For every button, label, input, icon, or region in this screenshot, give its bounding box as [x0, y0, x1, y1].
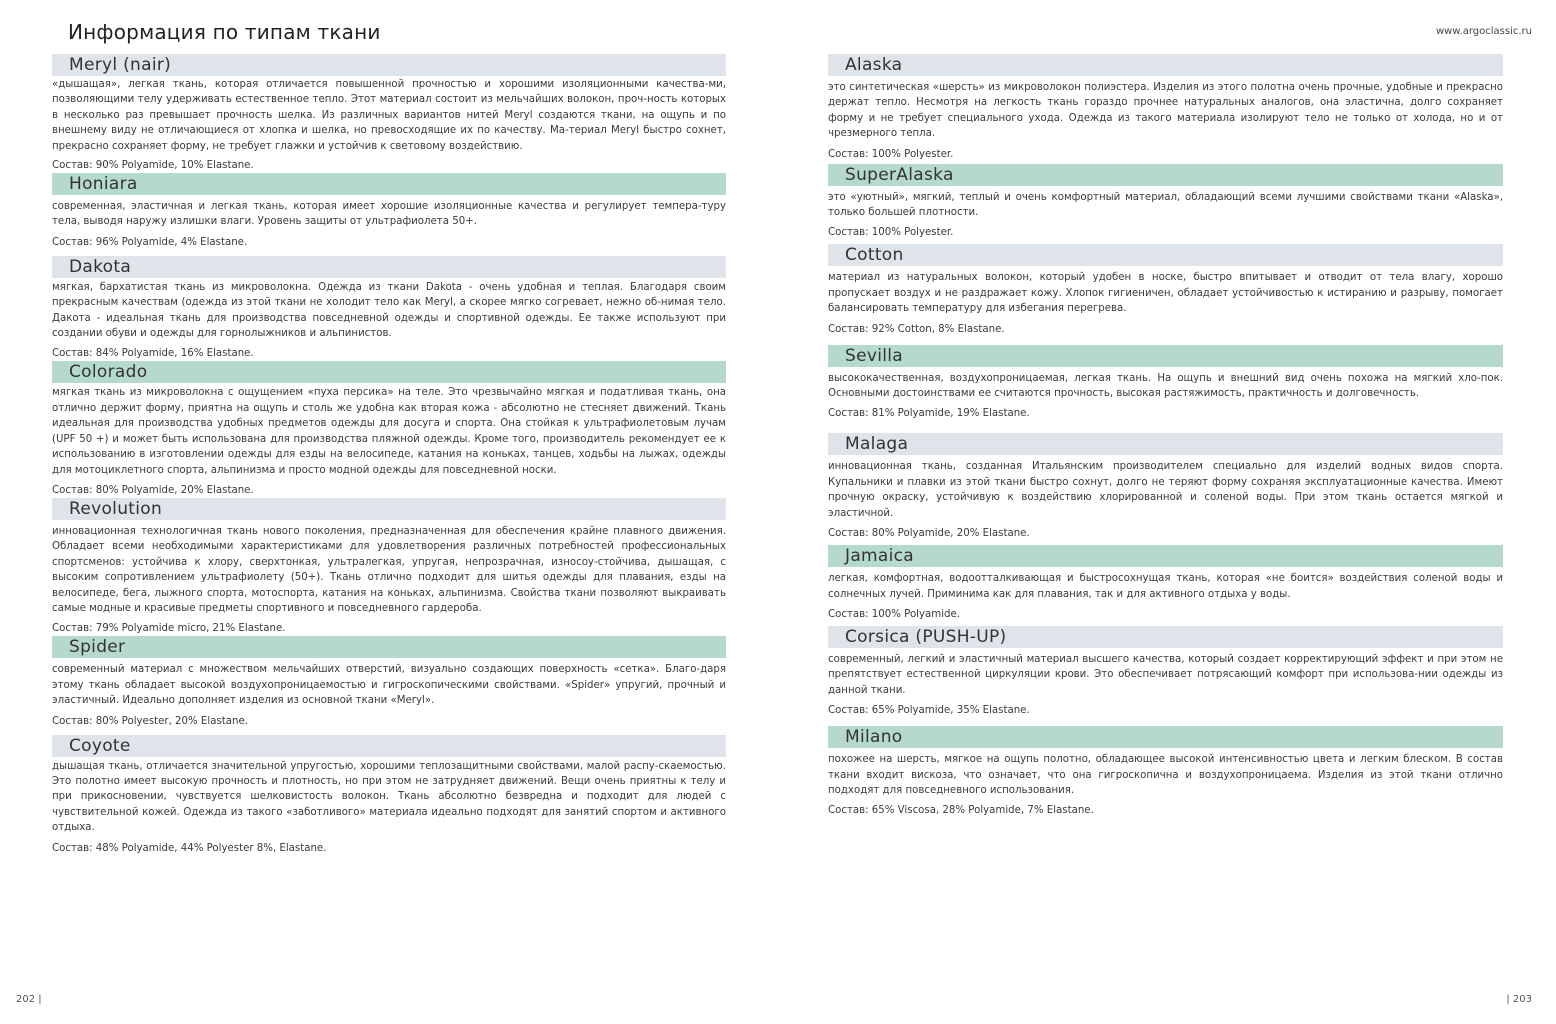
fabric-composition: Состав: 100% Polyester.: [828, 227, 954, 239]
fabric-composition: Состав: 96% Polyamide, 4% Elastane.: [52, 236, 248, 248]
fabric-composition: Состав: 80% Polyester, 20% Elastane.: [52, 715, 248, 727]
fabric-title: Meryl (nair): [52, 54, 726, 76]
left-column: [52, 54, 726, 856]
fabric-composition: Состав: 65% Viscosa, 28% Polyamide, 7% Elastane.: [828, 805, 1094, 817]
fabric-description: похожее на шерсть, мягкое на ощупь полотно, обладающее высокой интенсивностью цвета и легким блеском. В состав ткани входит вискоза, что означает, что она гигроскопична и воздухопроницаема. Изделия из этой ткани отлично подходят для повседневного использования.: [828, 754, 1503, 796]
fabric-composition: Состав: 92% Cotton, 8% Elastane.: [828, 323, 1005, 335]
fabric-description: инновационная технологичная ткань нового поколения, предназначенная для обеспечения крайне плавного движения. Обладает всеми необходимыми характеристиками для удовлетворения различных потребностей профессиональных спортсменов: устойчива к хлору, сверхтонкая, ультралегкая, упругая, непрозрачная, износоу-стойчива, дышащая, с высоким сопротивлением ультрафиолету (50+). Ткань отлично подходит для шитья одежды для плавания, езды на велосипеде, бега, лыжного спорта, мотоспорта, катания на коньках, альпинизма. Свойства ткани позволяют выкраивать самые модные и красивые предметы спортивного и повседневного гардероба.: [52, 525, 726, 614]
fabric-section: [52, 636, 726, 728]
fabric-composition: Состав: 65% Polyamide, 35% Elastane.: [828, 705, 1030, 717]
fabric-description: мягкая, бархатистая ткань из микроволокна. Одежда из ткани Dakota - очень удобная и теплая. Благодаря своим прекрасным качествам (одежда из этой ткани не холодит тело как Meryl, а скорее мягко согревает, нежно об-нимая тело. Дакота - идеальная ткань для производства повседневной одежды и спортивной одежды. Ее также используют при создании обуви и одежды для горнолыжников и альпинистов.: [52, 281, 726, 340]
fabric-section: [52, 54, 726, 173]
fabric-section: [52, 173, 726, 250]
fabric-title: Spider: [52, 636, 726, 658]
fabric-description: это синтетическая «шерсть» из микроволокон полиэстера. Изделия из этого полотна очень прочные, удобные и прекрасно держат тепло. Несмотря на легкость ткань гораздо прочнее натуральных аналогов, она эластична, долго сохраняет форму и не требует специального ухода. Одежда из такого материала изолируют тело не только от холода, но и от чрезмерного тепла.: [828, 82, 1503, 140]
fabric-section: [52, 256, 726, 362]
fabric-composition: Состав: 90% Polyamide, 10% Elastane.: [52, 160, 254, 172]
fabric-title: Jamaica: [828, 545, 1503, 567]
fabric-title: Alaska: [828, 54, 1503, 76]
fabric-description: легкая, комфортная, водоотталкивающая и быстросохнущая ткань, которая «не боится» воздействия соленой воды и солнечных лучей. Приминима как для плавания, так и для активного отдыха у воды.: [828, 573, 1503, 600]
fabric-title: Coyote: [52, 735, 726, 757]
fabric-description: мягкая ткань из микроволокна с ощущением «пуха персика» на теле. Это чрезвычайно мягкая и податливая ткань, она отлично держит форму, приятна на ощупь и столь же удобна как вторая кожа - абсолютно не стесняет движений. Ткань идеальная для производства удобных предметов одежды для досуга и спорта. Она стойкая к ультрафиолетовым лучам (UPF 50 +) и может быть использована для производства пляжной одежды. Кроме того, производитель рекомендует ее к использованию в изготовлении одежды для езды на велосипеде, катания на коньках, танцев, ходьбы на лыжах, одежды для мотоциклетного спорта, альпинизма и просто модной одежды для повседневной носки.: [52, 387, 726, 476]
fabric-description: высококачественная, воздухопроницаемая, легкая ткань. На ощупь и внешний вид очень похожа на мягкий хло-пок. Основными достоинствами ее считаются прочность, высокая растяжимость, практичность и долговечность.: [828, 372, 1503, 400]
fabric-description: это «уютный», мягкий, теплый и очень комфортный материал, обладающий всеми лучшими свойствами ткани «Alaska», только большей плотности.: [828, 191, 1503, 219]
fabric-section: [828, 433, 1503, 541]
fabric-title: Malaga: [828, 433, 1503, 455]
fabric-title: Milano: [828, 726, 1503, 748]
fabric-description: современная, эластичная и легкая ткань, которая имеет хорошие изоляционные качества и регулирует темпера-туру тела, выводя наружу излишки влаги. Уровень защиты от ультрафиолета 50+.: [52, 201, 726, 228]
fabric-composition: Состав: 80% Polyamide, 20% Elastane.: [828, 528, 1030, 540]
fabric-section: [828, 345, 1503, 422]
fabric-description: современный материал с множеством мельчайших отверстий, визуально создающих поверхность «сетка». Благо-даря этому ткань обладает высокой воздухопроницаемостью и гигроскопическими свойствами. «Spider» упругий, прочный и эластичный. Идеально дополняет изделия из основной ткани «Meryl».: [52, 664, 726, 707]
fabric-title: SuperAlaska: [828, 164, 1503, 186]
fabric-section: [828, 54, 1503, 162]
fabric-description: инновационная ткань, созданная Итальянским производителем специально для изделий водных видов спорта. Купальники и плавки из этой ткани быстро сохнут, долго не теряют форму сохраняя эксплуатационные качества. Имеют прочную окраску, устойчивую к воздействию хлорированной и соленой воды. При этом ткань остается мягкой и эластичной.: [828, 461, 1503, 519]
fabric-composition: Состав: 80% Polyamide, 20% Elastane.: [52, 484, 254, 496]
fabric-title: Cotton: [828, 244, 1503, 266]
fabric-description: материал из натуральных волокон, который удобен в носке, быстро впитывает и отводит от тела влагу, хорошо пропускает воздух и не раздражает кожу. Хлопок гигиеничен, обладает устойчивостью к истиранию и разрыву, помогает балансировать температуру для избегания перегрева.: [828, 272, 1503, 315]
page-number-right: | 203: [1506, 994, 1532, 1005]
page-title: Информация по типам ткани: [68, 20, 381, 44]
fabric-composition: Состав: 81% Polyamide, 19% Elastane.: [828, 408, 1030, 420]
fabric-description: «дышащая», легкая ткань, которая отличается повышенной прочностью и хорошими изоляционными качества-ми, позволяющими телу удерживать естественное тепло. Этот материал состоит из мельчайших волокон, проч-ность которых в несколько раз превышает прочность шелка. Из различных вариантов нитей Meryl создаются ткани, на ощупь и по внешнему виду не отличающиеся от хлопка и шелка, но превосходящие их по качеству. Ма-териал Meryl быстро сохнет, прекрасно сохраняет форму, не требует глажки и устойчив к световому воздействию.: [52, 79, 726, 152]
fabric-section: [828, 545, 1503, 622]
right-column: [828, 54, 1503, 818]
fabric-section: [52, 361, 726, 497]
fabric-section: [828, 244, 1503, 336]
fabric-section: [52, 735, 726, 856]
fabric-title: Revolution: [52, 498, 726, 520]
fabric-composition: Состав: 48% Polyamide, 44% Polyester 8%, Elastane.: [52, 842, 327, 854]
fabric-section: [828, 626, 1503, 718]
fabric-title: Sevilla: [828, 345, 1503, 367]
fabric-composition: Состав: 100% Polyester.: [828, 148, 954, 160]
fabric-composition: Состав: 100% Polyamide.: [828, 608, 961, 620]
fabric-title: Corsica (PUSH-UP): [828, 626, 1503, 648]
fabric-composition: Состав: 84% Polyamide, 16% Elastane.: [52, 348, 254, 360]
fabric-description: дышащая ткань, отличается значительной упругостью, хорошими теплозащитными свойствами, малой распу-скаемостью. Это полотно имеет высокую прочность и плотность, но при этом не затрудняет движений. Вещи очень приятны к телу и при прикосновении, чувствуется шелковистость волокон. Ткань абсолютно безвредна и подходит для людей с чувствительной кожей. Одежда из такого «заботливого» материала идеально подходят для занятий спортом и активного отдыха.: [52, 760, 726, 834]
fabric-section: [828, 164, 1503, 241]
site-url[interactable]: www.argoclassic.ru: [1435, 26, 1532, 37]
fabric-description: современный, легкий и эластичный материал высшего качества, который создает корректирующий эффект и при этом не препятствует естественной циркуляции крови. Это обеспечивает потрясающий комфорт при использова-нии одежды из данной ткани.: [828, 653, 1503, 696]
fabric-section: [52, 498, 726, 636]
fabric-title: Honiara: [52, 173, 726, 195]
fabric-title: Dakota: [52, 256, 726, 278]
fabric-composition: Состав: 79% Polyamide micro, 21% Elastane.: [52, 623, 286, 635]
fabric-section: [828, 726, 1503, 818]
fabric-title: Colorado: [52, 361, 726, 383]
page-number-left: 202 |: [16, 994, 42, 1005]
